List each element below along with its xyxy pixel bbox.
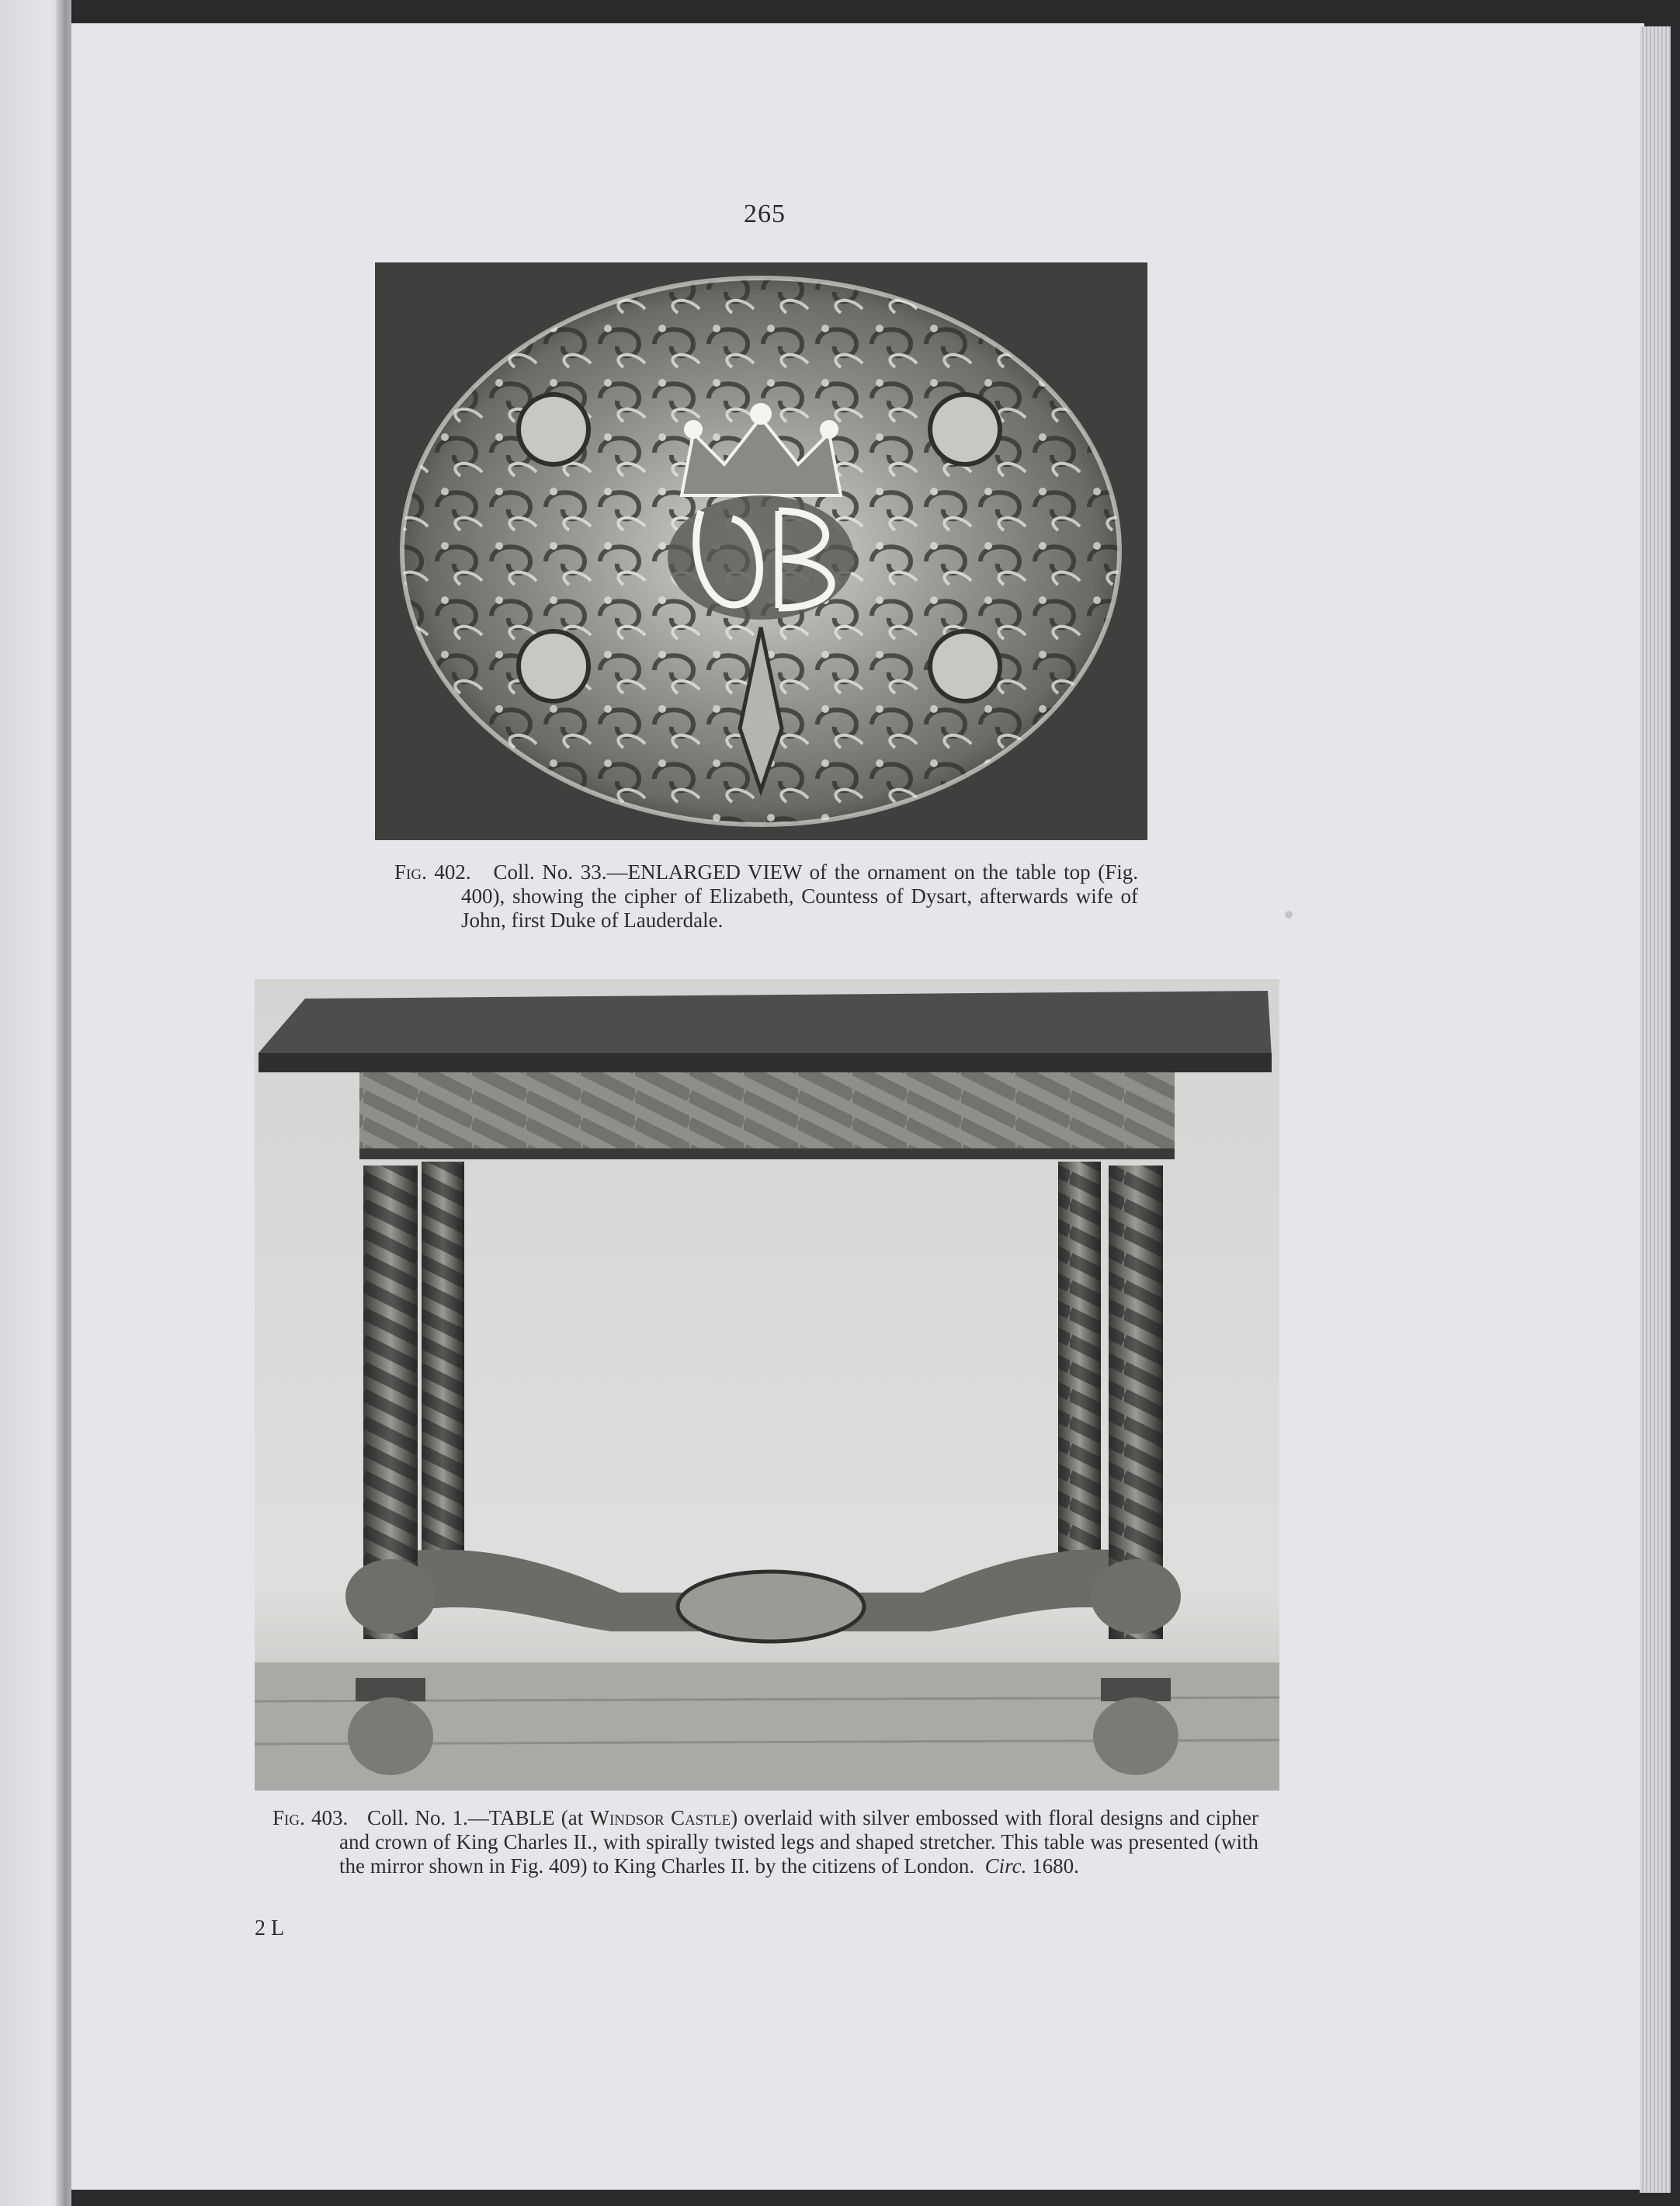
caption-text: Coll. No. 33.—ENLARGED VIEW of the ornament on the table top (Fig. 400), showing the cipher of Elizabeth, Countess of Dysart, afterwards wife of John, first Duke of Lauderdale. [461,860,1138,932]
caption-text-part1: Coll. No. 1.—TABLE (at [367,1806,584,1829]
ornament-illustration [375,262,1147,840]
caption-date: 1680. [1032,1854,1079,1878]
figure-403-table-photo [255,979,1279,1791]
page-number: 265 [744,200,786,228]
table-illustration [255,979,1279,1791]
paper-speck [1285,911,1293,919]
figure-403-caption [272,1806,1258,1878]
figure-label: Fig. 403. [272,1806,349,1829]
figure-402-caption [394,860,1138,933]
page-stack-edge [1640,26,1671,2193]
caption-circa: Circ. [984,1854,1027,1878]
caption-location: Windsor Castle [589,1806,731,1829]
figure-label: Fig. 402. [394,860,471,884]
signature-mark: 2 L [255,1916,285,1940]
figure-402-ornament-photo [375,262,1147,840]
caption-text-part2: ) overlaid with silver embossed with floral designs and cipher and crown of King Charles II., with spirally twisted legs and shaped stretcher. This table was presented (with the mirror shown in Fig. 409) to King Charles II. by the citizens of London. [339,1806,1258,1878]
